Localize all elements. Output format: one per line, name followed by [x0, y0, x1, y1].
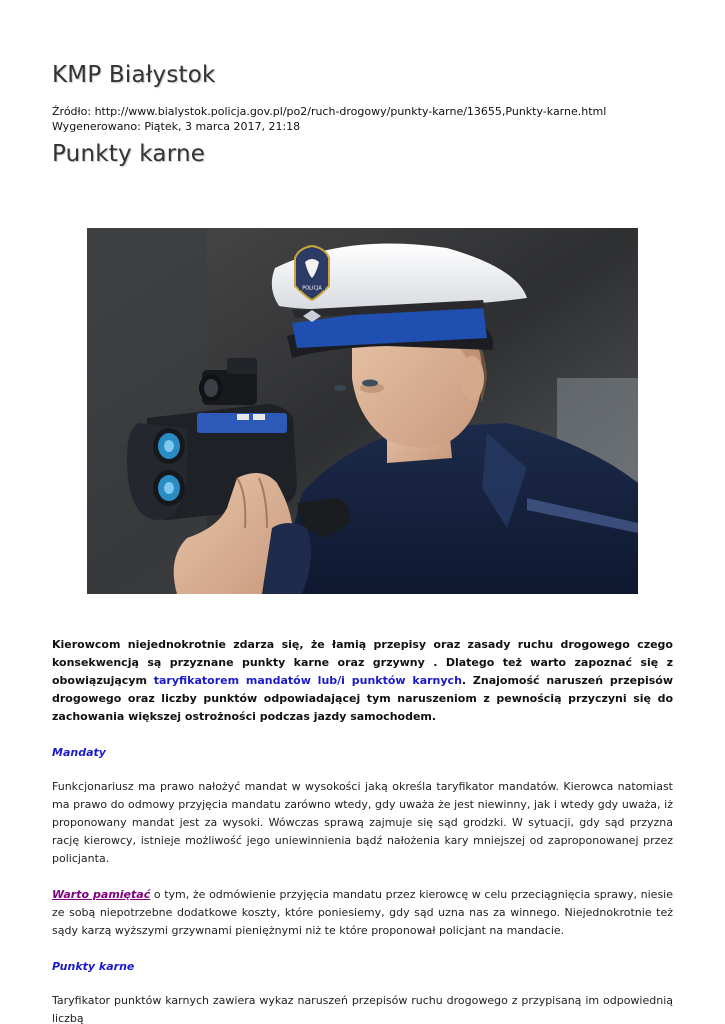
note-text: o tym, że odmówienie przyjęcia mandatu przez kierowcę w celu przeciągnięcia sprawy, niesie ze sobą niepotrzebne dodatkowe koszty, które poniesiemy, gdy sąd uzna nas za winnego. Niejednokrotnie też sądy karzą wyższymi grzywnami pieniężnymi niż te które proponował policjant na mandacie. [52, 888, 673, 937]
site-title: KMP Białystok [52, 62, 216, 88]
section-heading-mandaty: Mandaty [52, 746, 106, 759]
article-content [52, 636, 673, 1024]
cap-badge-text: POLICJA [302, 285, 322, 292]
section-heading-punkty: Punkty karne [52, 960, 135, 973]
intro-text-part1: Kierowcom niejednokrotnie zdarza się, że łamią przepisy oraz zasady ruchu drogowego czego konsekwencją są przyznane punkty karne oraz grzywny . Dlatego też warto zapoznać się z obowiązującym [52, 638, 673, 687]
article-photo [87, 228, 638, 594]
intro-paragraph [52, 636, 673, 726]
note-paragraph [52, 886, 673, 940]
punkty-paragraph: Taryfikator punktów karnych zawiera wykaz naruszeń przepisów ruchu drogowego z przypisaną im odpowiednią liczbą [52, 994, 673, 1024]
warto-pamietac-link[interactable]: Warto pamiętać [52, 888, 151, 901]
document-meta [52, 104, 606, 134]
mandaty-paragraph: Funkcjonariusz ma prawo nałożyć mandat w wysokości jaką określa taryfikator mandatów. Kierowca natomiast ma prawo do odmowy przyjęcia mandatu zarówno wtedy, gdy uważa że jest niewinny, jak i wtedy gdy uważa, iż proponowany mandat jest za wysoki. Wówczas sprawą zajmuje się sąd grodzki. W sytuacji, gdy sąd przyzna rację kierowcy, istnieje możliwość jego uniewinnienia bądź nałożenia kary mniejszej od zaproponowanej przez policjanta. [52, 780, 673, 865]
source-line: Źródło: http://www.bialystok.policja.gov.pl/po2/ruch-drogowy/punkty-karne/13655,Punkty-karne.html [52, 105, 607, 118]
generated-line: Wygenerowano: Piątek, 3 marca 2017, 21:18 [52, 120, 301, 133]
article-title: Punkty karne [52, 141, 206, 167]
intro-text-part2: . Znajomość naruszeń przepisów drogowego oraz liczby punktów odpowiadającej tym naruszeniom z pewnością przyczyni się do zachowania większej ostrożności podczas jazdy samochodem. [52, 674, 673, 723]
tariff-link[interactable]: taryfikatorem mandatów lub/i punktów karnych [153, 674, 462, 687]
